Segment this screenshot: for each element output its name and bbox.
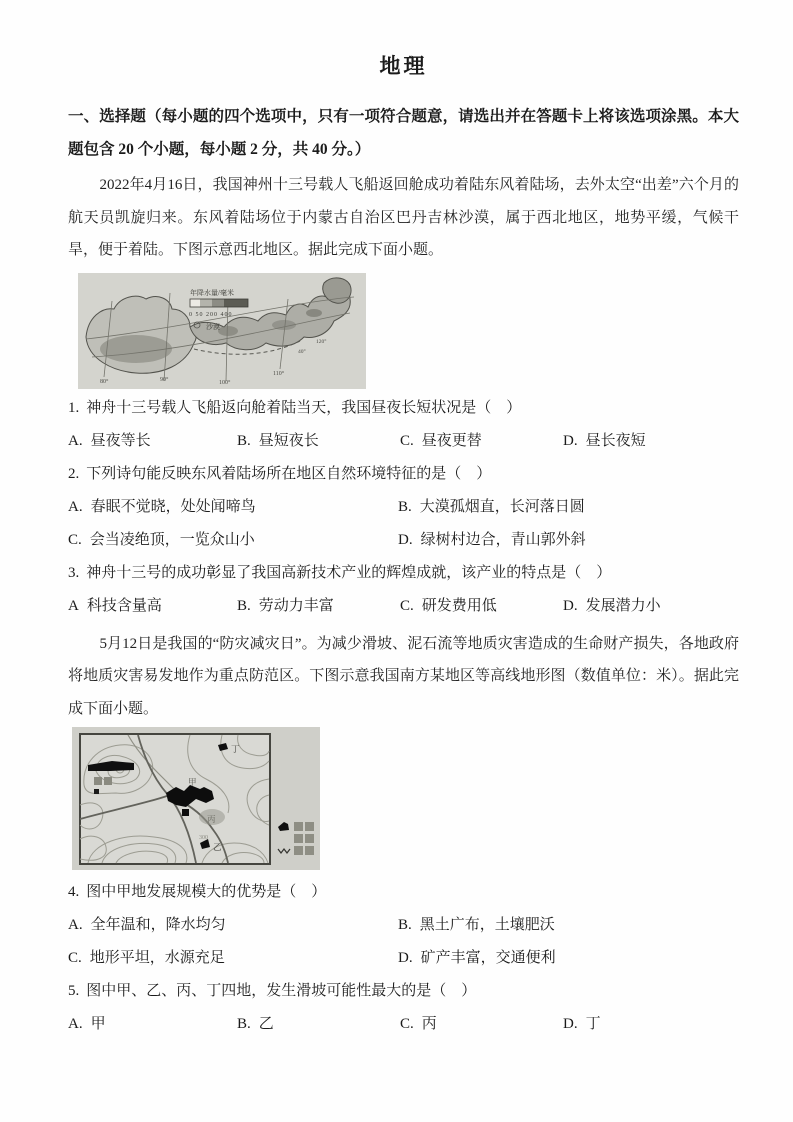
option-d: D. 昼长夜短 bbox=[563, 432, 646, 449]
page-title: 地理 bbox=[379, 54, 428, 78]
question-number: 2. bbox=[68, 465, 80, 482]
contour-map-figure bbox=[72, 727, 320, 870]
question-5-options bbox=[68, 1008, 739, 1041]
parallel-label: 40° bbox=[298, 348, 306, 355]
question-number: 5. bbox=[68, 983, 80, 999]
site-label-yi: 乙 bbox=[213, 842, 222, 852]
meridian-label: 100° bbox=[219, 379, 231, 386]
option-d: D. 矿产丰富，交通便利 bbox=[398, 950, 556, 966]
illegible-label-block bbox=[104, 777, 112, 785]
option-a: A. 全年温和，降水均匀 bbox=[68, 917, 226, 933]
site-label-jia: 甲 bbox=[188, 777, 197, 787]
meridian-label: 110° bbox=[273, 370, 285, 377]
desert-label: 沙漠 bbox=[206, 322, 220, 331]
question-3-stem bbox=[68, 557, 739, 590]
option-c: C. 会当凌绝顶，一览众山小 bbox=[68, 531, 255, 548]
option-d: D. 丁 bbox=[563, 1016, 601, 1032]
northwest-china-map-figure bbox=[78, 273, 366, 389]
question-5 bbox=[68, 975, 739, 1041]
elevation-label: 300 bbox=[199, 835, 208, 841]
legend-swatch bbox=[224, 299, 248, 307]
question-5-stem bbox=[68, 975, 739, 1008]
question-4 bbox=[68, 876, 739, 975]
passage-2: 5月12日是我国的“防灾减灾日”。为减少滑坡、泥石流等地质灾害造成的生命财产损失，各地政府将地质灾害易发地作为重点防范区。下图示意我国南方某地区等高线地形图（数值单位：米）。据此完成下面小题。 bbox=[68, 635, 739, 717]
question-number: 4. bbox=[68, 884, 80, 900]
meridian-label: 90° bbox=[160, 376, 169, 383]
question-number: 1. bbox=[68, 399, 80, 416]
illegible-label-block bbox=[94, 777, 102, 785]
settlement-mark bbox=[94, 789, 99, 794]
question-4-stem bbox=[68, 876, 739, 909]
option-b: B. 乙 bbox=[237, 1016, 274, 1032]
question-text: 神舟十三号的成功彰显了我国高新技术产业的辉煌成就，该产业的特点是（ ） bbox=[86, 564, 612, 581]
illegible-label-block bbox=[305, 834, 314, 843]
option-c: C. 丙 bbox=[400, 1016, 437, 1032]
option-a: A 科技含量高 bbox=[68, 597, 162, 614]
desert-basin-shade bbox=[100, 335, 172, 363]
legend-swatch bbox=[190, 299, 200, 307]
option-a: A. 春眠不觉晓，处处闻啼鸟 bbox=[68, 498, 256, 515]
question-text: 图中甲、乙、丙、丁四地，发生滑坡可能性最大的是（ ） bbox=[86, 983, 477, 999]
illegible-label-block bbox=[305, 822, 314, 831]
legend-swatch bbox=[200, 299, 212, 307]
question-number: 3. bbox=[68, 564, 80, 581]
section-heading: 一、选择题（每小题的四个选项中，只有一项符合题意，请选出并在答题卡上将该选项涂黑。本大题包含 20 个小题，每小题 2 分，共 40 分。） bbox=[68, 108, 739, 158]
option-c: C. 地形平坦，水源充足 bbox=[68, 950, 225, 966]
question-2 bbox=[68, 458, 739, 557]
illegible-label-block bbox=[294, 822, 303, 831]
contour-map bbox=[72, 727, 320, 870]
legend-swatch bbox=[212, 299, 224, 307]
option-a: A. 昼夜等长 bbox=[68, 432, 151, 449]
option-b: B. 黑土广布，土壤肥沃 bbox=[398, 917, 555, 933]
question-2-stem bbox=[68, 458, 739, 491]
northwest-china-map bbox=[78, 273, 366, 389]
shade-patch bbox=[306, 309, 322, 317]
passage-1: 2022年4月16日，我国神州十三号载人飞船返回舱成功着陆东风着陆场，去外太空“出差”六个月的航天员凯旋归来。东风着陆场位于内蒙古自治区巴丹吉林沙漠，属于西北地区，地势平缓，气候干旱，便于着陆。下图示意西北地区。据此完成下面小题。 bbox=[68, 177, 739, 258]
question-3-options bbox=[68, 590, 739, 623]
illegible-label-block bbox=[294, 834, 303, 843]
option-b: B. 劳动力丰富 bbox=[237, 597, 334, 614]
question-1-options bbox=[68, 425, 739, 458]
option-b: B. 昼短夜长 bbox=[237, 432, 319, 449]
precipitation-legend-title: 年降水量/毫米 bbox=[190, 288, 234, 297]
shade-patch bbox=[218, 326, 238, 336]
question-1 bbox=[68, 392, 739, 458]
illegible-label-block bbox=[294, 846, 303, 855]
meridian-label: 120° bbox=[316, 338, 327, 345]
settlement-mark bbox=[182, 809, 189, 816]
question-text: 下列诗句能反映东风着陆场所在地区自然环境特征的是（ ） bbox=[86, 465, 492, 482]
question-text: 神舟十三号载人飞船返向舱着陆当天，我国昼夜长短状况是（ ） bbox=[86, 399, 522, 416]
option-d: D. 发展潜力小 bbox=[563, 597, 661, 614]
option-c: C. 研发费用低 bbox=[400, 597, 497, 614]
site-label-bing: 丙 bbox=[207, 814, 216, 824]
legend-scale-ticks: 0 50 200 400 bbox=[189, 311, 233, 318]
option-a: A. 甲 bbox=[68, 1016, 106, 1032]
question-1-stem bbox=[68, 392, 739, 425]
question-2-options bbox=[68, 491, 739, 557]
option-b: B. 大漠孤烟直，长河落日圆 bbox=[398, 498, 585, 515]
meridian-label: 80° bbox=[100, 378, 109, 385]
site-label-ding: 丁 bbox=[231, 744, 240, 754]
question-4-options bbox=[68, 909, 739, 975]
illegible-label-block bbox=[305, 846, 314, 855]
option-c: C. 昼夜更替 bbox=[400, 432, 482, 449]
question-3 bbox=[68, 557, 739, 623]
question-text: 图中甲地发展规模大的优势是（ ） bbox=[86, 884, 327, 900]
option-d: D. 绿树村边合，青山郭外斜 bbox=[398, 531, 586, 548]
